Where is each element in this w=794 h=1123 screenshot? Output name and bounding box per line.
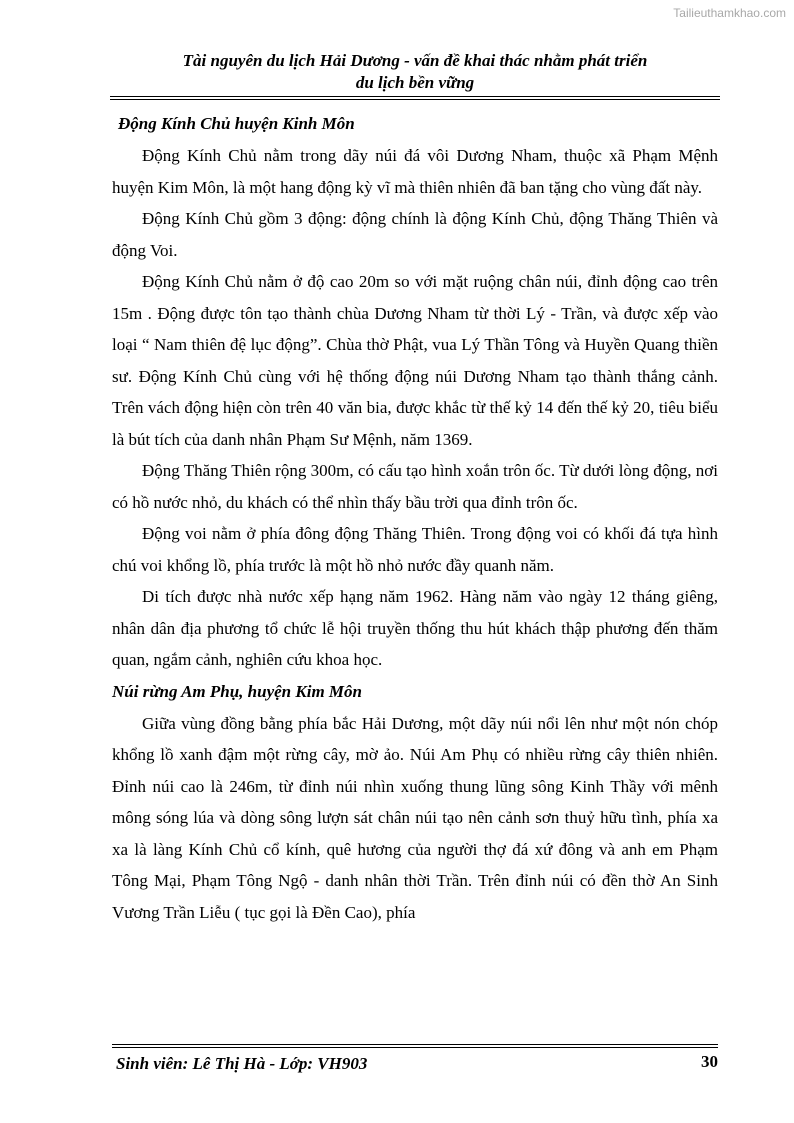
paragraph: Động Kính Chủ nằm trong dãy núi đá vôi Dương Nham, thuộc xã Phạm Mệnh huyện Kim Môn, là một hang động kỳ vĩ mà thiên nhiên đã ban tặng cho vùng đất này. bbox=[112, 146, 718, 197]
watermark: Tailieuthamkhao.com bbox=[673, 6, 786, 20]
paragraph: Động voi nằm ở phía đông động Thăng Thiên. Trong động voi có khối đá tựa hình chú voi khổng lồ, phía trước là một hồ nhỏ nước đầy quanh năm. bbox=[112, 524, 718, 575]
footer-divider bbox=[112, 1044, 718, 1048]
header-line-1: Tài nguyên du lịch Hải Dương - vấn đề khai thác nhằm phát triển bbox=[182, 51, 648, 70]
paragraph: Động Thăng Thiên rộng 300m, có cấu tạo hình xoắn trôn ốc. Từ dưới lòng động, nơi có hồ nước nhỏ, du khách có thể nhìn thấy bầu trời qua đỉnh trôn ốc. bbox=[112, 461, 718, 512]
body-content bbox=[112, 108, 718, 928]
section-heading-am-phu: Núi rừng Am Phụ, huyện Kim Môn bbox=[112, 681, 362, 701]
running-header bbox=[110, 50, 720, 94]
paragraph: Động Kính Chủ gồm 3 động: động chính là động Kính Chủ, động Thăng Thiên và động Voi. bbox=[112, 209, 718, 260]
paragraph: Di tích được nhà nước xếp hạng năm 1962. Hàng năm vào ngày 12 tháng giêng, nhân dân địa phương tổ chức lễ hội truyền thống thu hút khách thập phương đến thăm quan, ngắm cảnh, nghiên cứu khoa học. bbox=[112, 587, 718, 669]
header-line-2: du lịch bền vững bbox=[355, 73, 475, 92]
page-number: 30 bbox=[701, 1052, 718, 1071]
paragraph: Giữa vùng đồng bằng phía bắc Hải Dương, một dãy núi nổi lên như một nón chóp khổng lồ xanh đậm một rừng cây, mờ ảo. Núi Am Phụ có nhiều rừng cây thiên nhiên. Đỉnh núi cao là 246m, từ đỉnh núi nhìn xuống thung lũng sông Kinh Thầy với mênh mông sóng lúa và dòng sông lượn sát chân núi tạo nên cảnh sơn thuỷ hữu tình, phía xa xa là làng Kính Chủ cổ kính, quê hương của người thợ đá xứ đông và anh em Phạm Tông Mại, Phạm Tông Ngộ - danh nhân thời Trần. Trên đỉnh núi có đền thờ An Sinh Vương Trần Liễu ( tục gọi là Đền Cao), phía bbox=[112, 713, 718, 922]
footer-author-class: Sinh viên: Lê Thị Hà - Lớp: VH903 bbox=[116, 1054, 368, 1073]
header-divider bbox=[110, 96, 720, 100]
paragraph: Động Kính Chủ nằm ở độ cao 20m so với mặt ruộng chân núi, đỉnh động cao trên 15m . Động được tôn tạo thành chùa Dương Nham từ thời Lý - Trần, và được xếp vào loại “ Nam thiên đệ lục động”. Chùa thờ Phật, vua Lý Thần Tông và Huyền Quang thiền sư. Động Kính Chủ cùng với hệ thống động núi Dương Nham tạo thành thắng cảnh. Trên vách động hiện còn trên 40 văn bia, được khắc từ thế kỷ 14 đến thế kỷ 20, tiêu biểu là bút tích của danh nhân Phạm Sư Mệnh, năm 1369. bbox=[112, 272, 718, 449]
section-heading-kinh-chu: Động Kính Chủ huyện Kinh Môn bbox=[118, 114, 355, 133]
